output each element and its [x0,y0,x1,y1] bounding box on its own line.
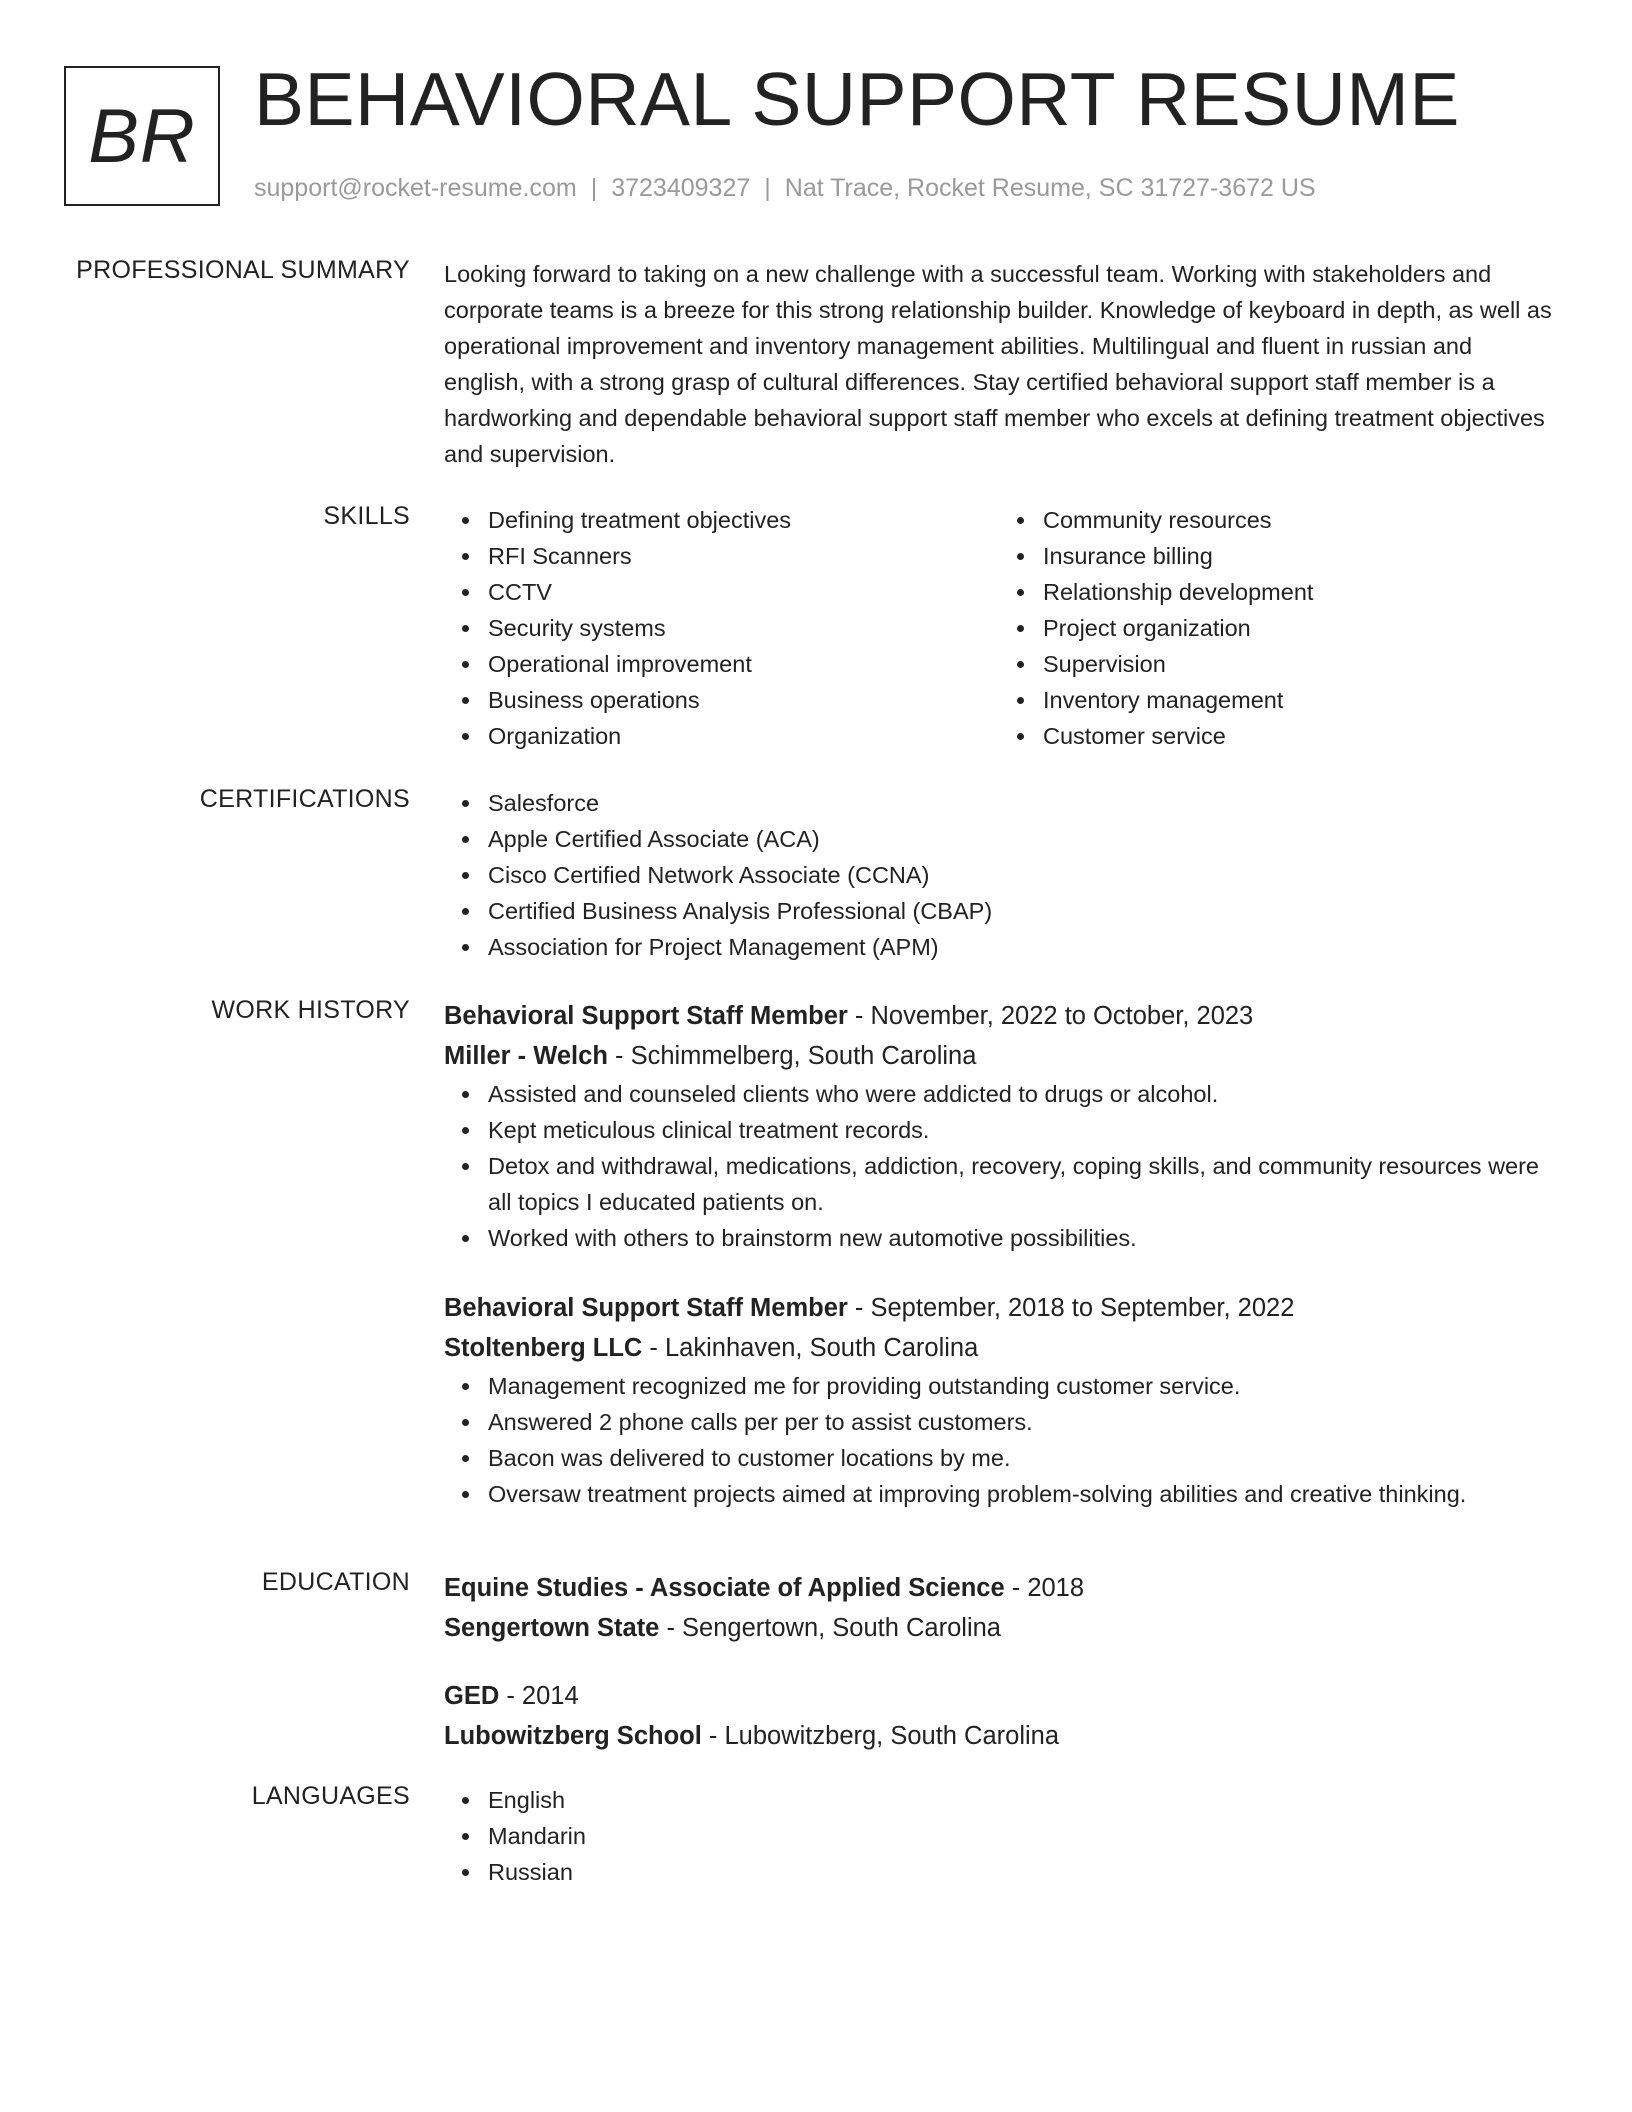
job-duty: Management recognized me for providing outstanding customer service. [488,1368,1554,1404]
job-duties [444,1368,1554,1512]
resume-title: BEHAVIORAL SUPPORT RESUME [254,57,1460,141]
skill-item: Organization [488,718,999,754]
monogram-logo: BR [64,66,220,206]
job-company: Miller - Welch [444,1042,608,1070]
section-heading: WORK HISTORY [211,996,410,1024]
contact-separator: | [764,174,771,202]
section-heading: EDUCATION [261,1568,410,1596]
certification-item: Apple Certified Associate (ACA) [488,821,1554,857]
job-duty: Answered 2 phone calls per per to assist customers. [488,1404,1554,1440]
contact-phone[interactable]: 3723409327 [611,174,751,202]
education-location: - Lubowitzberg, South Carolina [701,1722,1060,1750]
education-body [444,1568,1554,1756]
skills-list-left [444,502,999,754]
certifications-list [444,785,1554,965]
certification-item: Salesforce [488,785,1554,821]
education-year: - 2014 [499,1682,579,1710]
contact-email[interactable]: support@rocket-resume.com [254,174,577,202]
contact-line [254,174,1316,203]
skill-item: Security systems [488,610,999,646]
skill-item: Project organization [1043,610,1554,646]
education-school: Lubowitzberg School [444,1722,702,1750]
skills-list-right [999,502,1554,754]
language-item: Mandarin [488,1818,1554,1854]
education-year: - 2018 [1004,1574,1085,1602]
certification-item: Cisco Certified Network Associate (CCNA) [488,857,1554,893]
skill-item: Insurance billing [1043,538,1554,574]
job-dates: - September, 2018 to September, 2022 [847,1294,1295,1322]
job-company-line [444,1036,1554,1076]
skill-item: Relationship development [1043,574,1554,610]
education-location: - Sengertown, South Carolina [659,1614,1001,1642]
contact-separator: | [590,174,598,202]
education-degree: Equine Studies - Associate of Applied Science [444,1574,1005,1602]
section-heading: PROFESSIONAL SUMMARY [76,256,410,284]
skill-item: Operational improvement [488,646,999,682]
job-location: - Lakinhaven, South Carolina [642,1334,979,1362]
work-history-body [444,996,1554,1512]
job-duty: Detox and withdrawal, medications, addiction, recovery, coping skills, and community resources were all topics I educated patients on. [488,1148,1554,1220]
education-entry [444,1568,1554,1648]
job-duty: Kept meticulous clinical treatment records. [488,1112,1554,1148]
certification-item: Certified Business Analysis Professional (CBAP) [488,893,1554,929]
job-company-line [444,1328,1554,1368]
skill-item: CCTV [488,574,999,610]
section-heading: LANGUAGES [251,1782,410,1810]
languages-body [444,1782,1554,1890]
job-duties [444,1076,1554,1256]
job-entry [444,1288,1554,1512]
certifications-body [444,785,1554,965]
job-entry [444,996,1554,1256]
education-degree-line [444,1676,1554,1716]
education-entry [444,1676,1554,1756]
job-duty: Oversaw treatment projects aimed at improving problem-solving abilities and creative thinking. [488,1476,1554,1512]
skill-item: Business operations [488,682,999,718]
certification-item: Association for Project Management (APM) [488,929,1554,965]
education-school-line [444,1716,1554,1756]
job-location: - Schimmelberg, South Carolina [607,1042,977,1070]
skill-item: Customer service [1043,718,1554,754]
skill-item: Supervision [1043,646,1554,682]
skills-body [444,502,1554,754]
job-title-line [444,996,1554,1036]
job-dates: - November, 2022 to October, 2023 [847,1002,1254,1030]
education-school: Sengertown State [444,1614,660,1642]
languages-list [444,1782,1554,1890]
job-title: Behavioral Support Staff Member [444,1002,848,1030]
section-heading: CERTIFICATIONS [199,785,410,813]
education-degree: GED [444,1682,500,1710]
section-heading: SKILLS [323,502,410,530]
job-title-line [444,1288,1554,1328]
skill-item: RFI Scanners [488,538,999,574]
skill-item: Defining treatment objectives [488,502,999,538]
job-company: Stoltenberg LLC [444,1334,643,1362]
skill-item: Community resources [1043,502,1554,538]
job-duty: Bacon was delivered to customer locations by me. [488,1440,1554,1476]
education-school-line [444,1608,1554,1648]
summary-text: Looking forward to taking on a new challenge with a successful team. Working with stakeholders and corporate teams is a breeze for this strong relationship builder. Knowledge of keyboard in depth, as well as operational improvement and inventory management abilities. Multilingual and fluent in russian and english, with a strong grasp of cultural differences. Stay certified behavioral support staff member is a hardworking and dependable behavioral support staff member who excels at defining treatment objectives and supervision. [444,261,1552,467]
language-item: Russian [488,1854,1554,1890]
summary-body [444,256,1554,472]
job-title: Behavioral Support Staff Member [444,1294,848,1322]
skill-item: Inventory management [1043,682,1554,718]
job-duty: Worked with others to brainstorm new automotive possibilities. [488,1220,1554,1256]
contact-address: Nat Trace, Rocket Resume, SC 31727-3672 US [784,174,1316,202]
education-degree-line [444,1568,1554,1608]
job-duty: Assisted and counseled clients who were addicted to drugs or alcohol. [488,1076,1554,1112]
language-item: English [488,1782,1554,1818]
